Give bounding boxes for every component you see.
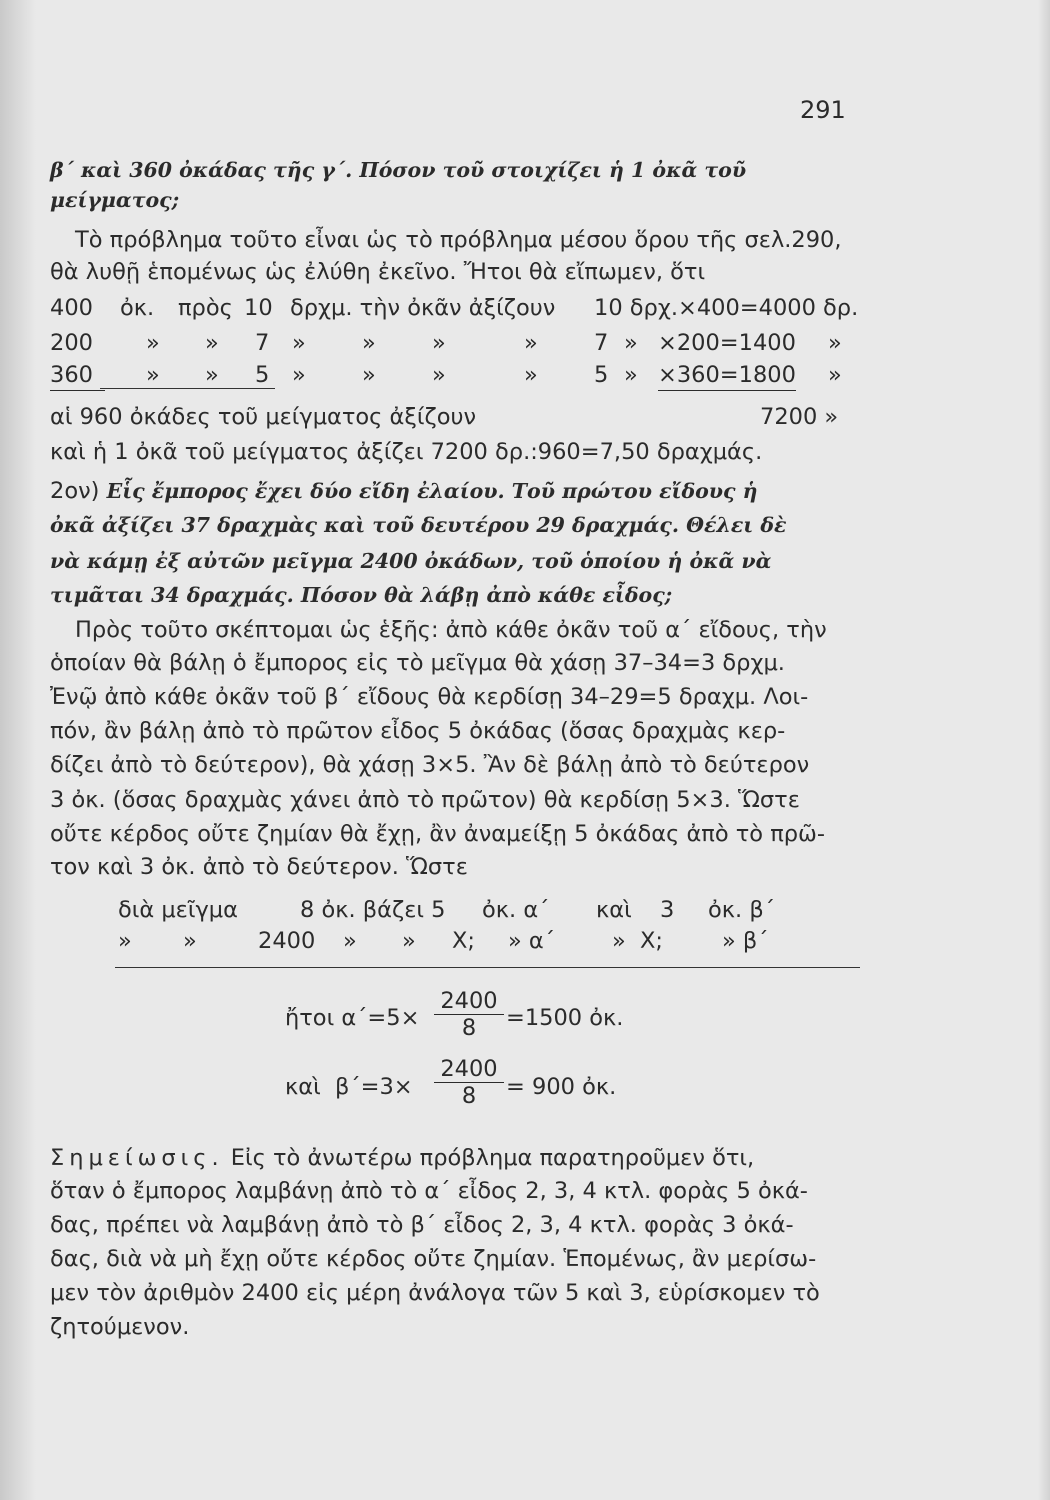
intro-line-4: θὰ λυθῇ ἑπομένως ὡς ἐλύθη ἐκεῖνο. Ἤτοι θὰ εἴπωμεν, ὅτι <box>50 259 706 285</box>
mix-r2-c6: Χ; <box>452 928 475 954</box>
intro-line-2: μείγματος; <box>50 188 180 212</box>
mix-r2-c10: » β΄ <box>722 928 769 954</box>
mix-r2-c9: Χ; <box>640 928 663 954</box>
calc-r1-e: 10 δρχ.×400=4000 δρ. <box>594 295 859 321</box>
solution-line-6: 3 ὀκ. (ὅσας δραχμὰς χάνει ἀπὸ τὸ πρῶτον) θὰ κερδίσῃ 5×3. Ὥστε <box>50 787 800 813</box>
mix-r2-c2: » <box>183 928 197 954</box>
calc-r3-q2: » <box>205 362 219 388</box>
calc-r3-q4: » <box>362 362 376 388</box>
calc-r2-q5: » <box>432 330 446 356</box>
problem2-number: 2ον) <box>50 478 100 504</box>
calc-r1-b: πρὸς <box>178 295 233 321</box>
mix-r2-c3: 2400 <box>258 928 316 954</box>
mix-r2-c4: » <box>343 928 357 954</box>
calc-r3-result: ×360=1800 <box>658 360 796 391</box>
intro-line-1: β΄ καὶ 360 ὀκάδας τῆς γ΄. Πόσον τοῦ στοιχίζει ἡ 1 ὀκᾶ τοῦ <box>50 158 747 182</box>
calc-total-label: αἱ 960 ὀκάδες τοῦ μείγματος ἀξίζουν <box>50 404 477 430</box>
page-gutter-shadow <box>0 0 36 1500</box>
solution-line-2: ὁποίαν θὰ βάλῃ ὁ ἔμπορος εἰς τὸ μεῖγμα θὰ χάσῃ 37–34=3 δρχμ. <box>50 650 785 676</box>
solution-line-5: δίζει ἀπὸ τὸ δεύτερον), θὰ χάσῃ 3×5. Ἂν δὲ βάλῃ ἀπὸ τὸ δεύτερον <box>50 752 810 778</box>
solution-line-8: τον καὶ 3 ὀκ. ἀπὸ τὸ δεύτερον. Ὥστε <box>50 854 468 880</box>
problem2-line-1 <box>50 476 865 506</box>
intro-line-3: Τὸ πρόβλημα τοῦτο εἶναι ὡς τὸ πρόβλημα μέσου ὅρου τῆς σελ.290, <box>75 227 842 253</box>
calc-r2-q8: » <box>828 330 842 356</box>
problem2-text-1: Εἷς ἔμπορος ἔχει δύο εἴδη ἐλαίου. Τοῦ πρώτου εἴδους ἡ <box>106 479 758 503</box>
calc-r2-qty: 200 <box>50 330 93 356</box>
calc-r1-qty: 400 <box>50 295 93 321</box>
solution-line-7: οὔτε κέρδος οὔτε ζημίαν θὰ ἔχῃ, ἂν ἀναμείξῃ 5 ὀκάδας ἀπὸ τὸ πρῶ- <box>50 821 825 847</box>
calc-r2-result: ×200=1400 <box>658 330 796 356</box>
mix-r1-c4: καὶ <box>596 897 632 923</box>
note-line-1 <box>50 1143 865 1173</box>
calc-r1-d: δρχμ. τὴν ὀκᾶν ἀξίζουν <box>290 295 556 321</box>
note-text-1: Εἰς τὸ ἀνωτέρω πρόβλημα παρατηροῦμεν ὅτι, <box>230 1145 755 1171</box>
calc-r2-q1: » <box>146 330 160 356</box>
note-line-4: δας, διὰ νὰ μὴ ἔχῃ οὔτε κέρδος οὔτε ζημίαν. Ἑπομένως, ἂν μερίσω- <box>50 1246 817 1272</box>
solution-line-3: Ἐνῷ ἀπὸ κάθε ὀκᾶν τοῦ β΄ εἴδους θὰ κερδίσῃ 34–29=5 δραχμ. Λοι- <box>50 684 809 710</box>
mix-r2-c1: » <box>118 928 132 954</box>
calc-r2-q3: » <box>292 330 306 356</box>
calc-r2-n2: 7 <box>594 330 609 356</box>
calc-r2-q6: » <box>524 330 538 356</box>
calc-r3-n2: 5 <box>594 362 609 388</box>
calc-r2-n1: 7 <box>255 330 270 356</box>
note-line-3: δας, πρέπει νὰ λαμβάνῃ ἀπὸ τὸ β΄ εἶδος 2, 3, 4 κτλ. φορὰς 3 ὀκά- <box>50 1212 794 1238</box>
mix-r1-c5: 3 <box>660 897 675 923</box>
mix-r1-c3: ὀκ. α΄ <box>482 897 550 923</box>
calc-r3-q8: » <box>828 362 842 388</box>
result-alpha-denominator: 8 <box>461 1015 477 1041</box>
calc-r2-q4: » <box>362 330 376 356</box>
calc-total-value: 7200 » <box>760 404 839 430</box>
result-beta-prefix: καὶ β΄=3× <box>285 1074 413 1100</box>
calc-r3-qty: 360 <box>50 360 105 391</box>
mix-r1-c1: διὰ μεῖγμα <box>118 897 238 923</box>
mix-r2-c5: » <box>402 928 416 954</box>
calc-r3-q6: » <box>524 362 538 388</box>
calc-r2-q2: » <box>205 330 219 356</box>
note-line-2: ὅταν ὁ ἔμπορος λαμβάνῃ ἀπὸ τὸ α΄ εἶδος 2, 3, 4 κτλ. φορὰς 5 ὀκά- <box>50 1178 808 1204</box>
calc-r3-n1: 5 <box>255 362 270 388</box>
calc-r1-a: ὀκ. <box>120 295 155 321</box>
page-edge <box>1038 0 1050 1500</box>
result-beta-denominator: 8 <box>461 1083 477 1109</box>
mix-r1-c2: 8 ὀκ. βάζει 5 <box>300 897 446 923</box>
page-number: 291 <box>800 96 846 124</box>
calc-r1-c: 10 <box>244 295 273 321</box>
mix-table-rule <box>115 967 860 968</box>
mix-r2-c7: » α΄ <box>508 928 555 954</box>
calc-r3-q3: » <box>292 362 306 388</box>
problem2-line-3: νὰ κάμῃ ἐξ αὐτῶν μεῖγμα 2400 ὀκάδων, τοῦ ὁποίου ἡ ὀκᾶ νὰ <box>50 549 772 573</box>
solution-line-4: πόν, ἂν βάλῃ ἀπὸ τὸ πρῶτον εἶδος 5 ὀκάδας (ὅσας δραχμὰς κερ- <box>50 718 786 744</box>
calc-r3-q1: » <box>146 362 160 388</box>
solution-line-1: Πρὸς τοῦτο σκέπτομαι ὡς ἑξῆς: ἀπὸ κάθε ὀκᾶν τοῦ α΄ εἴδους, τὴν <box>75 617 827 643</box>
problem2-line-4: τιμᾶται 34 δραχμάς. Πόσον θὰ λάβῃ ἀπὸ κάθε εἶδος; <box>50 583 673 607</box>
calc-sum-rule <box>100 388 275 389</box>
result-beta-suffix: = 900 ὀκ. <box>506 1074 617 1100</box>
note-line-5: μεν τὸν ἀριθμὸν 2400 εἰς μέρη ἀνάλογα τῶν 5 καὶ 3, εὑρίσκομεν τὸ <box>50 1280 820 1306</box>
mix-r1-c6: ὀκ. β΄ <box>708 897 775 923</box>
calc-r3-q5: » <box>432 362 446 388</box>
note-line-6: ζητούμενον. <box>50 1314 190 1340</box>
result-beta-fraction <box>434 1056 504 1109</box>
result-alpha-numerator: 2400 <box>434 988 504 1015</box>
calc-r3-q7: » <box>624 362 638 388</box>
result-alpha-prefix: ἤτοι α΄=5× <box>285 1005 420 1031</box>
calc-r2-q7: » <box>624 330 638 356</box>
mix-r2-c8: » <box>612 928 626 954</box>
result-alpha-fraction <box>434 988 504 1041</box>
result-alpha-suffix: =1500 ὀκ. <box>506 1005 624 1031</box>
problem2-line-2: ὀκᾶ ἀξίζει 37 δραχμὰς καὶ τοῦ δευτέρου 29 δραχμάς. Θέλει δὲ <box>50 513 787 537</box>
note-label: Σημείωσις. <box>50 1145 224 1171</box>
calc-conclusion: καὶ ἡ 1 ὀκᾶ τοῦ μείγματος ἀξίζει 7200 δρ.:960=7,50 δραχμάς. <box>50 439 763 465</box>
result-beta-numerator: 2400 <box>434 1056 504 1083</box>
